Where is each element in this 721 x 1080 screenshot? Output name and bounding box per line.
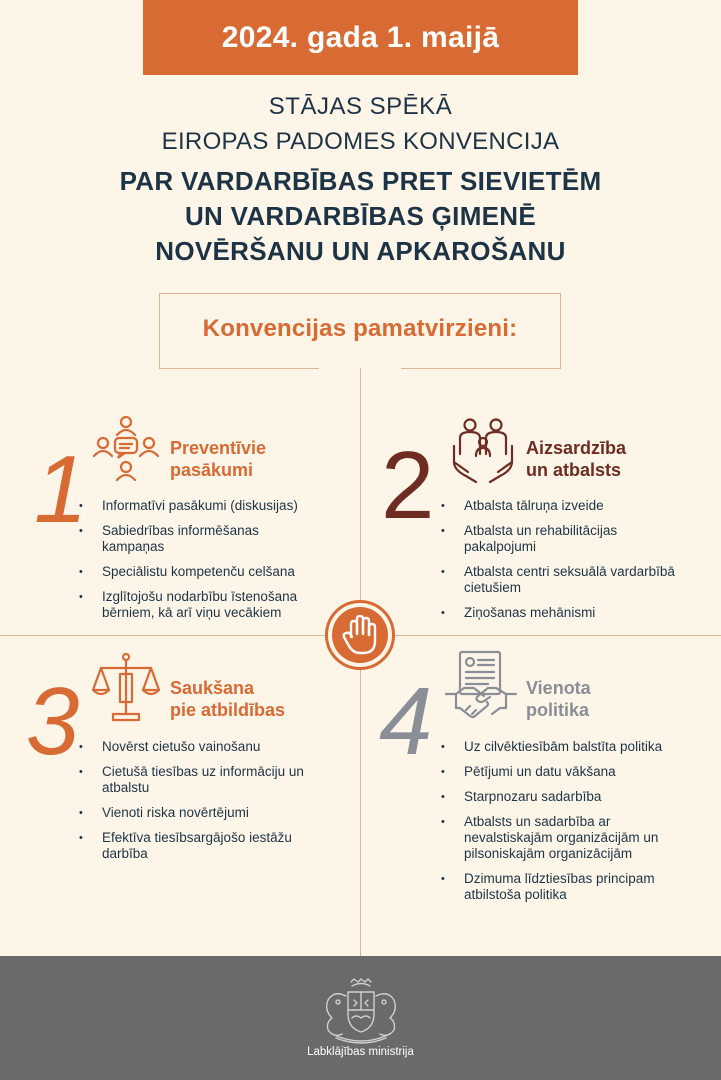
section-1-title	[170, 437, 266, 481]
heading-line-4: UN VARDARBĪBAS ĢIMENĒ	[184, 201, 537, 231]
section-3-title-line-2: pie atbildības	[170, 700, 286, 720]
section-3-title	[170, 677, 285, 721]
section-3-number: 3	[26, 668, 80, 775]
coat-of-arms-icon	[318, 978, 404, 1049]
section-2-title-line-2: un atbalsts	[526, 460, 622, 480]
section-3-title-line-1: Saukšana	[170, 678, 255, 698]
list-item: • Atbalsta tālruņa izveide	[441, 498, 681, 514]
heading-line-1: STĀJAS SPĒKĀ	[268, 93, 453, 120]
section-3-list	[79, 739, 319, 871]
heading-line-2: EIROPAS PADOMES KONVENCIJA	[161, 128, 560, 155]
list-item: • Efektīva tiesībsargājošo iestāžu darbība	[79, 830, 319, 862]
list-item: • Ziņošanas mehānismi	[441, 605, 681, 621]
directions-title: Konvencijas pamatvirzieni:	[202, 315, 518, 342]
list-item: • Sabiedrības informēšanas kampaņas	[79, 523, 319, 555]
frame-divider-left	[159, 368, 319, 369]
people-discussion-icon	[92, 413, 160, 486]
section-2-title-line-1: Aizsardzība	[526, 438, 627, 458]
heading-line-3: PAR VARDARBĪBAS PRET SIEVIETĒM	[119, 166, 602, 196]
date-banner	[143, 0, 578, 75]
list-item: • Atbalsts un sadarbība ar nevalstiskajām organizācijām un pilsoniskajām organizācijām	[441, 814, 691, 862]
section-1-list	[79, 498, 319, 630]
handshake-document-icon	[444, 650, 518, 727]
list-item: • Speciālistu kompetenču celšana	[79, 564, 319, 580]
section-1-title-line-2: pasākumi	[170, 460, 254, 480]
list-item: • Uz cilvēktiesībām balstīta politika	[441, 739, 691, 755]
list-item: • Informatīvi pasākumi (diskusijas)	[79, 498, 319, 514]
section-1-number: 1	[34, 436, 88, 543]
stop-hand-icon	[332, 607, 388, 663]
section-4-list	[441, 739, 691, 912]
section-4-number: 4	[379, 668, 433, 775]
section-2-list	[441, 498, 681, 630]
list-item: • Izglītojošu nodarbību īstenošana bērniem, kā arī viņu vecākiem	[79, 589, 319, 621]
ministry-name: Labklājības ministrija	[307, 1046, 414, 1058]
list-item: • Vienoti riska novērtējumi	[79, 805, 319, 821]
section-2-title	[526, 437, 626, 481]
list-item: • Atbalsta un rehabilitācijas pakalpojumi	[441, 523, 681, 555]
frame-divider-right	[401, 368, 561, 369]
section-4-title-line-1: Vienota	[526, 678, 591, 698]
list-item: • Dzimuma līdztiesības principam atbilstoša politika	[441, 871, 691, 903]
stop-hand-emblem	[325, 600, 395, 670]
banner-date: 2024. gada 1. maijā	[221, 20, 500, 54]
family-hands-icon	[452, 416, 514, 489]
list-item: • Novērst cietušo vainošanu	[79, 739, 319, 755]
section-1-title-line-1: Preventīvie	[170, 438, 267, 458]
section-4-title	[526, 677, 591, 721]
list-item: • Cietušā tiesības uz informāciju un atbalstu	[79, 764, 319, 796]
list-item: • Atbalsta centri seksuālā vardarbībā cietušiem	[441, 564, 681, 596]
scales-icon	[91, 652, 161, 729]
section-2-number: 2	[381, 432, 435, 539]
list-item: • Starpnozaru sadarbība	[441, 789, 691, 805]
list-item: • Pētījumi un datu vākšana	[441, 764, 691, 780]
heading-line-5: NOVĒRŠANU UN APKAROŠANU	[155, 236, 566, 266]
section-4-title-line-2: politika	[526, 700, 590, 720]
